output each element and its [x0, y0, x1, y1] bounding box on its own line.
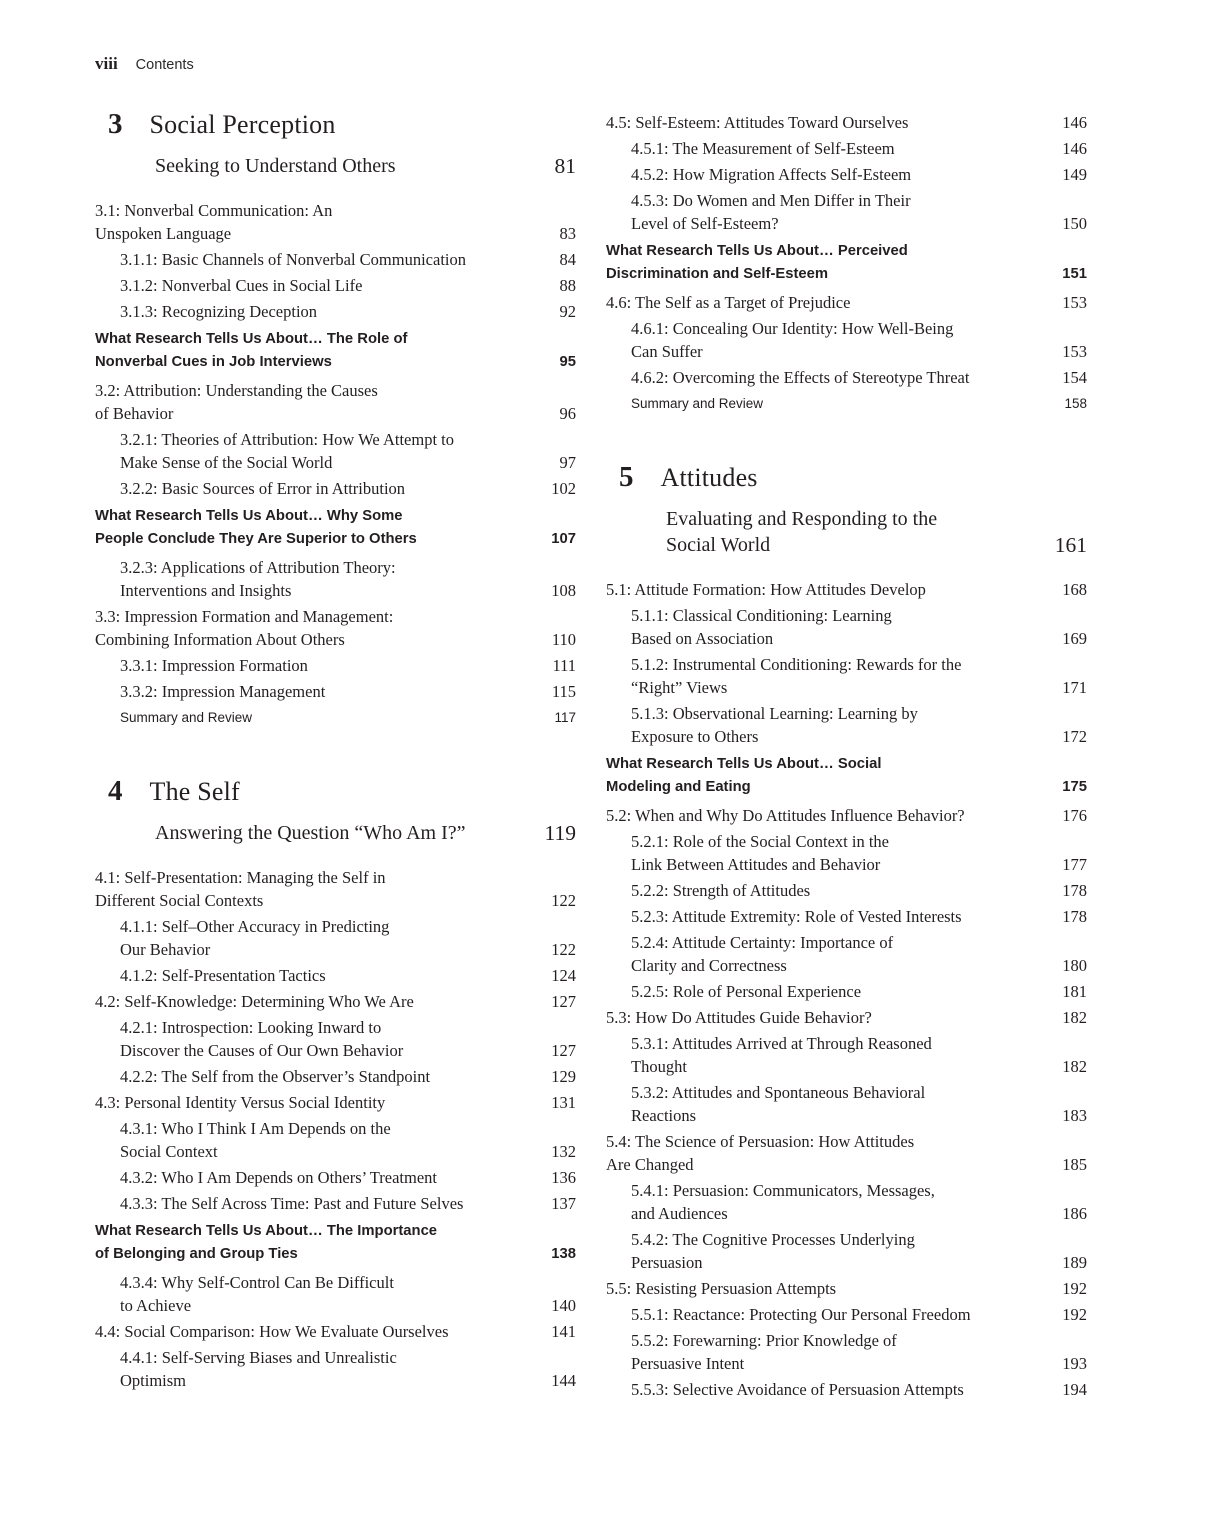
toc-entry-text: [95, 379, 378, 425]
toc-entry-text: [631, 931, 893, 977]
toc-entry-page: 131: [551, 1093, 576, 1112]
toc-entry-line: Unspoken Language: [95, 224, 232, 243]
chapter-page-number: 81: [554, 154, 576, 178]
toc-entry-line: What Research Tells Us About… Social: [606, 756, 882, 772]
chapter-subtitle: [155, 820, 465, 846]
toc-entry-text: [606, 1277, 836, 1300]
toc-entry-text: [631, 1081, 925, 1127]
toc-entry-text: [606, 578, 926, 601]
toc-entry-line: Persuasion: [631, 1253, 703, 1272]
toc-entry-line: 3.1: Nonverbal Communication: An: [95, 201, 333, 220]
toc-entry-line: 5.1.2: Instrumental Conditioning: Rewards for the: [631, 655, 962, 674]
toc-entry-line: 5.2.2: Strength of Attitudes: [631, 881, 811, 900]
toc-entry: [606, 1277, 1087, 1300]
toc-entry-text: [120, 477, 405, 500]
chapter-subtitle-line: Social World: [666, 534, 771, 556]
page-header: [95, 54, 1150, 74]
toc-entry-page: 176: [1062, 806, 1087, 825]
chapter-page-number: 119: [544, 821, 576, 845]
toc-entry: [606, 879, 1087, 902]
toc-entry-text: [631, 317, 953, 363]
toc-entry: [606, 291, 1087, 314]
toc-entry-line: 4.3.2: Who I Am Depends on Others’ Treatment: [120, 1168, 437, 1187]
toc-entry-page: 144: [551, 1371, 576, 1390]
toc-entry-line: Social Context: [120, 1142, 218, 1161]
toc-entry: [95, 1016, 576, 1062]
toc-entry-line: 3.3.2: Impression Management: [120, 682, 326, 701]
toc-entry-page: 92: [559, 302, 576, 321]
toc-entry-line: Link Between Attitudes and Behavior: [631, 855, 881, 874]
chapter-subtitle-row: [95, 153, 576, 179]
toc-entry-line: Clarity and Correctness: [631, 956, 787, 975]
toc-entry-text: [606, 240, 908, 286]
toc-entry-text: [606, 1130, 914, 1176]
toc-entry-text: [631, 879, 810, 902]
toc-entry-line: 4.6.2: Overcoming the Effects of Stereotype Threat: [631, 368, 970, 387]
chapter-number: 5: [619, 461, 634, 493]
chapter-heading-row: [606, 461, 1087, 494]
toc-entry-page: 146: [1062, 113, 1087, 132]
toc-entry-line: Reactions: [631, 1106, 697, 1125]
toc-entry-page: 153: [1062, 293, 1087, 312]
toc-entry-line: 4.2: Self-Knowledge: Determining Who We Are: [95, 992, 414, 1011]
toc-entry-text: [95, 605, 393, 651]
toc-entry-line: 5.1.1: Classical Conditioning: Learning: [631, 606, 892, 625]
toc-entry-page: 189: [1062, 1253, 1087, 1272]
toc-entry-text: [631, 830, 889, 876]
toc-entry-page: 193: [1062, 1354, 1087, 1373]
toc-entry: [606, 163, 1087, 186]
toc-entry: [606, 1179, 1087, 1225]
toc-entry-text: [631, 1329, 897, 1375]
toc-entry-line: 4.2.1: Introspection: Looking Inward to: [120, 1018, 382, 1037]
toc-entry: [606, 578, 1087, 601]
toc-entry: [606, 240, 1087, 286]
toc-entry-page: 137: [551, 1194, 576, 1213]
toc-entry-text: [631, 137, 895, 160]
toc-entry: [95, 328, 576, 374]
toc-entry: [95, 990, 576, 1013]
toc-entry: [95, 605, 576, 651]
toc-entry-text: [631, 163, 911, 186]
toc-entry-line: 5.5: Resisting Persuasion Attempts: [606, 1279, 837, 1298]
toc-entry-line: 4.1.1: Self–Other Accuracy in Predicting: [120, 917, 390, 936]
toc-entry-line: 5.4.2: The Cognitive Processes Underlying: [631, 1230, 915, 1249]
toc-entry-page: 182: [1062, 1008, 1087, 1027]
toc-entry: [606, 830, 1087, 876]
toc-entry-line: Can Suffer: [631, 342, 703, 361]
toc-entry-page: 146: [1062, 139, 1087, 158]
toc-entry-line: Summary and Review: [631, 396, 764, 411]
toc-entry-page: 180: [1062, 956, 1087, 975]
toc-entry-text: [95, 505, 417, 551]
toc-entry: [606, 1228, 1087, 1274]
toc-entry-line: What Research Tells Us About… Perceived: [606, 243, 908, 259]
toc-entry-line: 4.3.4: Why Self-Control Can Be Difficult: [120, 1273, 394, 1292]
chapter-page-number: 161: [1054, 533, 1087, 557]
toc-entry-line: 5.2: When and Why Do Attitudes Influence Behavior?: [606, 806, 965, 825]
toc-entry-page: 168: [1062, 580, 1087, 599]
toc-entry-page: 149: [1062, 165, 1087, 184]
toc-entry-text: [631, 189, 911, 235]
toc-entry-page: 181: [1062, 982, 1087, 1001]
toc-entry: [606, 804, 1087, 827]
toc-entry-text: [95, 199, 332, 245]
toc-entry: [95, 477, 576, 500]
toc-entry: [95, 1346, 576, 1392]
toc-entry-page: 127: [551, 1041, 576, 1060]
toc-entry-line: What Research Tells Us About… The Role of: [95, 331, 408, 347]
toc-entry: [95, 964, 576, 987]
toc-entry-line: 5.5.1: Reactance: Protecting Our Personal Freedom: [631, 1305, 971, 1324]
toc-entry-page: 140: [551, 1296, 576, 1315]
toc-entry-line: 3.1.3: Recognizing Deception: [120, 302, 318, 321]
toc-entry-text: [120, 1346, 397, 1392]
toc-entry: [95, 379, 576, 425]
toc-entry-line: 3.3.1: Impression Formation: [120, 656, 308, 675]
toc-entry-page: 111: [552, 656, 576, 675]
toc-entry-text: [631, 702, 918, 748]
toc-entry-page: 151: [1062, 266, 1087, 282]
toc-entry-line: 4.1.2: Self-Presentation Tactics: [120, 966, 326, 985]
toc-entry-line: 3.3: Impression Formation and Management:: [95, 607, 394, 626]
toc-entry-page: 153: [1062, 342, 1087, 361]
toc-entry-line: 4.4.1: Self-Serving Biases and Unrealistic: [120, 1348, 397, 1367]
toc-entry-text: [120, 964, 326, 987]
chapter-subtitle-line: Answering the Question “Who Am I?”: [155, 822, 466, 844]
toc-entry: [95, 1320, 576, 1343]
toc-entry-line: 3.1.1: Basic Channels of Nonverbal Communication: [120, 250, 466, 269]
toc-entry-text: [631, 1378, 964, 1401]
chapter-title: Social Perception: [149, 110, 336, 139]
toc-entry-text: [631, 980, 861, 1003]
toc-entry: [606, 1032, 1087, 1078]
toc-entry-line: 3.1.2: Nonverbal Cues in Social Life: [120, 276, 363, 295]
toc-entry-line: Nonverbal Cues in Job Interviews: [95, 354, 332, 370]
toc-entry-page: 192: [1062, 1279, 1087, 1298]
toc-entry-line: Thought: [631, 1057, 687, 1076]
toc-entry-line: Modeling and Eating: [606, 779, 751, 795]
chapter-number: 4: [108, 775, 123, 807]
toc-entry-line: Discrimination and Self-Esteem: [606, 266, 829, 282]
toc-entry: [95, 1166, 576, 1189]
toc-entry: [606, 137, 1087, 160]
chapter-heading-row: [95, 108, 576, 141]
toc-entry-text: [606, 804, 965, 827]
toc-entry-text: [120, 1166, 437, 1189]
toc-entry-page: 117: [554, 710, 576, 725]
toc-entry-text: [95, 990, 414, 1013]
toc-entry-page: 110: [551, 630, 576, 649]
toc-entry-text: [631, 1179, 935, 1225]
toc-entry-page: 141: [551, 1322, 576, 1341]
toc-entry: [95, 915, 576, 961]
toc-entry-line: 4.5.1: The Measurement of Self-Esteem: [631, 139, 895, 158]
toc-entry-line: 4.4: Social Comparison: How We Evaluate Ourselves: [95, 1322, 449, 1341]
toc-entry-line: to Achieve: [120, 1296, 192, 1315]
toc-entry-line: What Research Tells Us About… The Importance: [95, 1223, 438, 1239]
toc-entry-text: [120, 300, 317, 323]
toc-entry-text: [606, 111, 908, 134]
toc-entry-line: 4.5.3: Do Women and Men Differ in Their: [631, 191, 911, 210]
toc-entry-page: 192: [1062, 1305, 1087, 1324]
toc-entry: [95, 1192, 576, 1215]
toc-entry: [95, 1220, 576, 1266]
toc-entry: [95, 248, 576, 271]
toc-entry-line: 4.6.1: Concealing Our Identity: How Well-Being: [631, 319, 954, 338]
toc-entry-line: Discover the Causes of Our Own Behavior: [120, 1041, 404, 1060]
toc-entry-text: [120, 1016, 403, 1062]
toc-entry-text: [631, 366, 969, 389]
toc-entry-text: [120, 680, 325, 703]
toc-entry-text: [606, 753, 881, 799]
toc-entry-line: “Right” Views: [631, 678, 728, 697]
toc-entry-text: [120, 1117, 391, 1163]
toc-entry-page: 124: [551, 966, 576, 985]
toc-entry-page: 107: [551, 531, 576, 547]
toc-entry-line: 3.2.3: Applications of Attribution Theory:: [120, 558, 396, 577]
toc-columns: [95, 108, 1150, 1404]
toc-entry: [606, 980, 1087, 1003]
toc-entry-line: 5.1.3: Observational Learning: Learning by: [631, 704, 918, 723]
toc-entry-line: Persuasive Intent: [631, 1354, 745, 1373]
toc-entry-page: 186: [1062, 1204, 1087, 1223]
chapter-subtitle: [666, 506, 937, 558]
chapter-subtitle-line: Seeking to Understand Others: [155, 155, 396, 177]
toc-entry-page: 177: [1062, 855, 1087, 874]
toc-entry-page: 122: [551, 940, 576, 959]
toc-entry-page: 108: [551, 581, 576, 600]
toc-entry-line: 5.4: The Science of Persuasion: How Attitudes: [606, 1132, 915, 1151]
toc-entry-page: 178: [1062, 907, 1087, 926]
toc-entry-line: 3.2.2: Basic Sources of Error in Attribution: [120, 479, 406, 498]
toc-entry-line: Different Social Contexts: [95, 891, 264, 910]
toc-entry-line: 4.6: The Self as a Target of Prejudice: [606, 293, 851, 312]
toc-entry-text: [631, 604, 892, 650]
toc-entry-page: 95: [559, 354, 576, 370]
chapter-subtitle-row: [606, 506, 1087, 558]
folio-page-number: viii: [95, 54, 118, 73]
toc-column: [95, 108, 576, 1395]
toc-entry-text: [631, 1303, 971, 1326]
toc-entry-page: 158: [1064, 396, 1087, 411]
toc-entry-text: [120, 274, 362, 297]
toc-entry-page: 172: [1062, 727, 1087, 746]
toc-entry-text: [631, 653, 961, 699]
toc-entry: [95, 680, 576, 703]
toc-entry-page: 150: [1062, 214, 1087, 233]
toc-entry-line: What Research Tells Us About… Why Some: [95, 508, 403, 524]
toc-entry-text: [95, 328, 407, 374]
chapter-heading: [95, 775, 576, 846]
chapter-subtitle-line: Evaluating and Responding to the: [666, 508, 938, 530]
toc-entry-page: 169: [1062, 629, 1087, 648]
toc-entry-line: 5.5.2: Forewarning: Prior Knowledge of: [631, 1331, 897, 1350]
toc-column: [606, 108, 1087, 1404]
toc-entry-text: [120, 706, 252, 729]
toc-entry-page: 171: [1062, 678, 1087, 697]
toc-entry-page: 185: [1062, 1155, 1087, 1174]
toc-entry-line: 4.3.3: The Self Across Time: Past and Future Selves: [120, 1194, 464, 1213]
toc-entry-line: and Audiences: [631, 1204, 728, 1223]
toc-entry-text: [120, 654, 308, 677]
toc-entry: [95, 1271, 576, 1317]
toc-entry-page: 115: [551, 682, 576, 701]
toc-entry: [95, 1117, 576, 1163]
toc-entry: [606, 1378, 1087, 1401]
toc-entry-page: 175: [1062, 779, 1087, 795]
toc-entry-line: Are Changed: [606, 1155, 694, 1174]
toc-entry-page: 132: [551, 1142, 576, 1161]
toc-entry: [95, 1065, 576, 1088]
toc-entry-line: Make Sense of the Social World: [120, 453, 333, 472]
toc-entry-line: 5.2.4: Attitude Certainty: Importance of: [631, 933, 894, 952]
chapter-subtitle: [155, 153, 396, 179]
running-header-title: Contents: [135, 57, 194, 73]
toc-entry-line: 5.2.1: Role of the Social Context in the: [631, 832, 890, 851]
toc-entry-line: of Behavior: [95, 404, 174, 423]
toc-entry-line: 5.2.5: Role of Personal Experience: [631, 982, 862, 1001]
toc-entry: [606, 1006, 1087, 1029]
toc-entry-page: 194: [1062, 1380, 1087, 1399]
toc-entry-page: 129: [551, 1067, 576, 1086]
toc-entry: [95, 556, 576, 602]
toc-entry: [95, 706, 576, 729]
toc-entry-line: 4.3.1: Who I Think I Am Depends on the: [120, 1119, 391, 1138]
toc-entry: [95, 654, 576, 677]
chapter-heading: [606, 461, 1087, 558]
toc-entry-line: Exposure to Others: [631, 727, 759, 746]
toc-entry: [606, 366, 1087, 389]
chapter-heading: [95, 108, 576, 179]
toc-entry-line: 4.2.2: The Self from the Observer’s Standpoint: [120, 1067, 431, 1086]
toc-entry-line: 5.5.3: Selective Avoidance of Persuasion Attempts: [631, 1380, 964, 1399]
toc-entry-line: People Conclude They Are Superior to Others: [95, 531, 417, 547]
chapter-title: Attitudes: [660, 463, 758, 492]
toc-entry-page: 97: [559, 453, 576, 472]
toc-entry-page: 154: [1062, 368, 1087, 387]
toc-entry-line: 4.5.2: How Migration Affects Self-Esteem: [631, 165, 912, 184]
toc-entry-line: 4.5: Self-Esteem: Attitudes Toward Ourselves: [606, 113, 909, 132]
toc-entry: [606, 931, 1087, 977]
toc-entry: [95, 274, 576, 297]
toc-entry-line: 5.3.1: Attitudes Arrived at Through Reasoned: [631, 1034, 932, 1053]
toc-entry: [95, 300, 576, 323]
toc-entry: [95, 428, 576, 474]
toc-entry-page: 138: [551, 1246, 576, 1262]
toc-entry-line: Our Behavior: [120, 940, 211, 959]
toc-entry-line: 4.1: Self-Presentation: Managing the Self in: [95, 868, 386, 887]
toc-entry-page: 183: [1062, 1106, 1087, 1125]
toc-entry-line: Level of Self-Esteem?: [631, 214, 779, 233]
toc-entry-text: [120, 1065, 430, 1088]
toc-entry-line: 5.2.3: Attitude Extremity: Role of Vested Interests: [631, 907, 962, 926]
toc-entry-page: 136: [551, 1168, 576, 1187]
toc-entry-line: 3.2.1: Theories of Attribution: How We Attempt to: [120, 430, 454, 449]
toc-entry-text: [120, 915, 389, 961]
toc-entry-text: [606, 1006, 872, 1029]
toc-entry: [606, 111, 1087, 134]
toc-entry: [606, 1303, 1087, 1326]
toc-entry: [606, 1329, 1087, 1375]
toc-entry-line: Optimism: [120, 1371, 187, 1390]
toc-entry-text: [120, 1271, 394, 1317]
toc-entry-text: [631, 1228, 915, 1274]
toc-entry: [606, 317, 1087, 363]
toc-entry-text: [631, 1032, 932, 1078]
toc-entry: [606, 753, 1087, 799]
toc-entry-line: 5.3.2: Attitudes and Spontaneous Behavioral: [631, 1083, 926, 1102]
chapter-title: The Self: [149, 777, 240, 806]
toc-entry-text: [95, 1320, 449, 1343]
toc-entry-line: 5.4.1: Persuasion: Communicators, Messages,: [631, 1181, 935, 1200]
toc-entry-text: [95, 866, 386, 912]
toc-entry-line: 5.3: How Do Attitudes Guide Behavior?: [606, 1008, 872, 1027]
toc-entry-page: 88: [559, 276, 576, 295]
toc-entry-text: [606, 291, 850, 314]
toc-entry: [606, 1081, 1087, 1127]
toc-entry: [606, 604, 1087, 650]
toc-entry: [606, 702, 1087, 748]
toc-entry: [606, 189, 1087, 235]
toc-entry: [95, 505, 576, 551]
toc-entry-line: Interventions and Insights: [120, 581, 292, 600]
toc-entry: [95, 1091, 576, 1114]
toc-entry: [95, 199, 576, 245]
toc-entry: [606, 392, 1087, 415]
toc-entry-text: [95, 1220, 437, 1266]
toc-entry: [95, 866, 576, 912]
toc-entry-page: 182: [1062, 1057, 1087, 1076]
toc-entry-page: 178: [1062, 881, 1087, 900]
toc-entry-text: [120, 248, 466, 271]
toc-entry-line: 4.3: Personal Identity Versus Social Identity: [95, 1093, 386, 1112]
toc-entry-text: [95, 1091, 385, 1114]
toc-entry-line: 5.1: Attitude Formation: How Attitudes Develop: [606, 580, 926, 599]
toc-entry-line: of Belonging and Group Ties: [95, 1246, 298, 1262]
chapter-number: 3: [108, 108, 123, 140]
toc-entry-page: 102: [551, 479, 576, 498]
toc-entry-line: Combining Information About Others: [95, 630, 345, 649]
toc-entry-line: 3.2: Attribution: Understanding the Causes: [95, 381, 378, 400]
toc-entry: [606, 1130, 1087, 1176]
chapter-heading-row: [95, 775, 576, 808]
toc-entry-line: Based on Association: [631, 629, 774, 648]
toc-entry: [606, 905, 1087, 928]
toc-entry-text: [631, 392, 763, 415]
toc-entry-text: [120, 556, 396, 602]
toc-entry-page: 122: [551, 891, 576, 910]
toc-entry: [606, 653, 1087, 699]
toc-entry-line: Summary and Review: [120, 710, 253, 725]
chapter-subtitle-row: [95, 820, 576, 846]
toc-entry-text: [120, 428, 454, 474]
toc-entry-text: [120, 1192, 463, 1215]
toc-entry-text: [631, 905, 962, 928]
toc-entry-page: 83: [559, 224, 576, 243]
toc-entry-page: 96: [559, 404, 576, 423]
toc-entry-page: 127: [551, 992, 576, 1011]
toc-entry-page: 84: [559, 250, 576, 269]
